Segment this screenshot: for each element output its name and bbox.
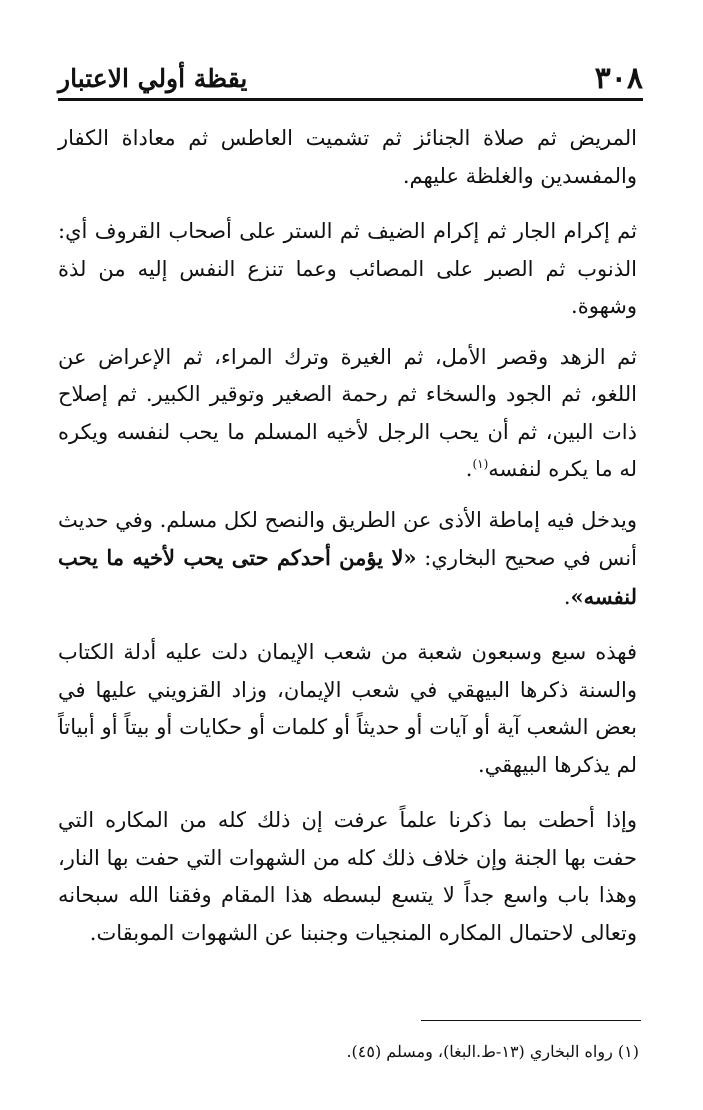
running-title: يقظة أولي الاعتبار [58,63,248,93]
footnote-separator [421,1020,641,1021]
paragraph-3-text: ثم الزهد وقصر الأمل، ثم الغيرة وترك المراء، ثم الإعراض عن اللغو، ثم الجود والسخاء ثم رحمة الصغير وتوقير الكبير. ثم إصلاح ذات البين، ثم أن يحب الرجل لأخيه المسلم ما يحب لنفسه ويكره له ما يكره لنفسه [58,344,637,481]
footnote-marker[interactable]: (١) [472,457,489,471]
paragraph-1: المريض ثم صلاة الجنائز ثم تشميت العاطس ثم معاداة الكفار والمفسدين والغلظة عليهم. [58,126,637,188]
paragraph-4 [58,502,637,617]
paragraph-3: ثم الزهد وقصر الأمل، ثم الغيرة وترك المراء، ثم الإعراض عن اللغو، ثم الجود والسخاء ثم رحمة الصغير وتوقير الكبير. ثم إصلاح ذات البين، ثم أن يحب الرجل لأخيه المسلم ما يحب لنفسه ويكره له ما يكره لنفسه$^{(١)}$. [58,344,637,481]
page-header [58,58,643,101]
page-body [58,120,637,952]
paragraph-6: وإذا أحطت بما ذكرنا علماً عرفت إن ذلك كله من المكاره التي حفت بها الجنة وإن خلاف ذلك كله من الشهوات التي حفت بها النار، وهذا باب واسع جداً لا يتسع لبسطه هذا المقام وفقنا الله سبحانه وتعالى لاحتمال المكاره المنجيات وجنبنا عن الشهوات الموبقات. [58,808,637,945]
footnote: (١) رواه البخاري (١٣-ط.البغا)، ومسلم (٤٥). [346,1042,639,1061]
hadith-quote: «لا يؤمن أحدكم حتى يحب لأخيه ما يحب لنفسه» [58,545,637,609]
paragraph-4-text: ويدخل فيه إماطة الأذى عن الطريق والنصح لكل مسلم. وفي حديث أنس في صحيح البخاري: [58,507,637,570]
paragraph-2: ثم إكرام الجار ثم إكرام الضيف ثم الستر على أصحاب القروف أي: الذنوب ثم الصبر على المصائب وعما تنزع النفس إليه من لذة وشهوة. [58,219,637,318]
page-number: ٣٠٨ [594,60,643,96]
paragraph-4-end: . [563,584,571,609]
paragraph-5: فهذه سبع وسبعون شعبة من شعب الإيمان دلت عليه أدلة الكتاب والسنة ذكرها البيهقي في شعب الإيمان، وزاد القزويني عليها في بعض الشعب آية أو آيات أو حديثاً أو كلمات أو حكايات أو بيتاً أو أبياتاً لم يذكرها البيهقي. [58,640,637,777]
